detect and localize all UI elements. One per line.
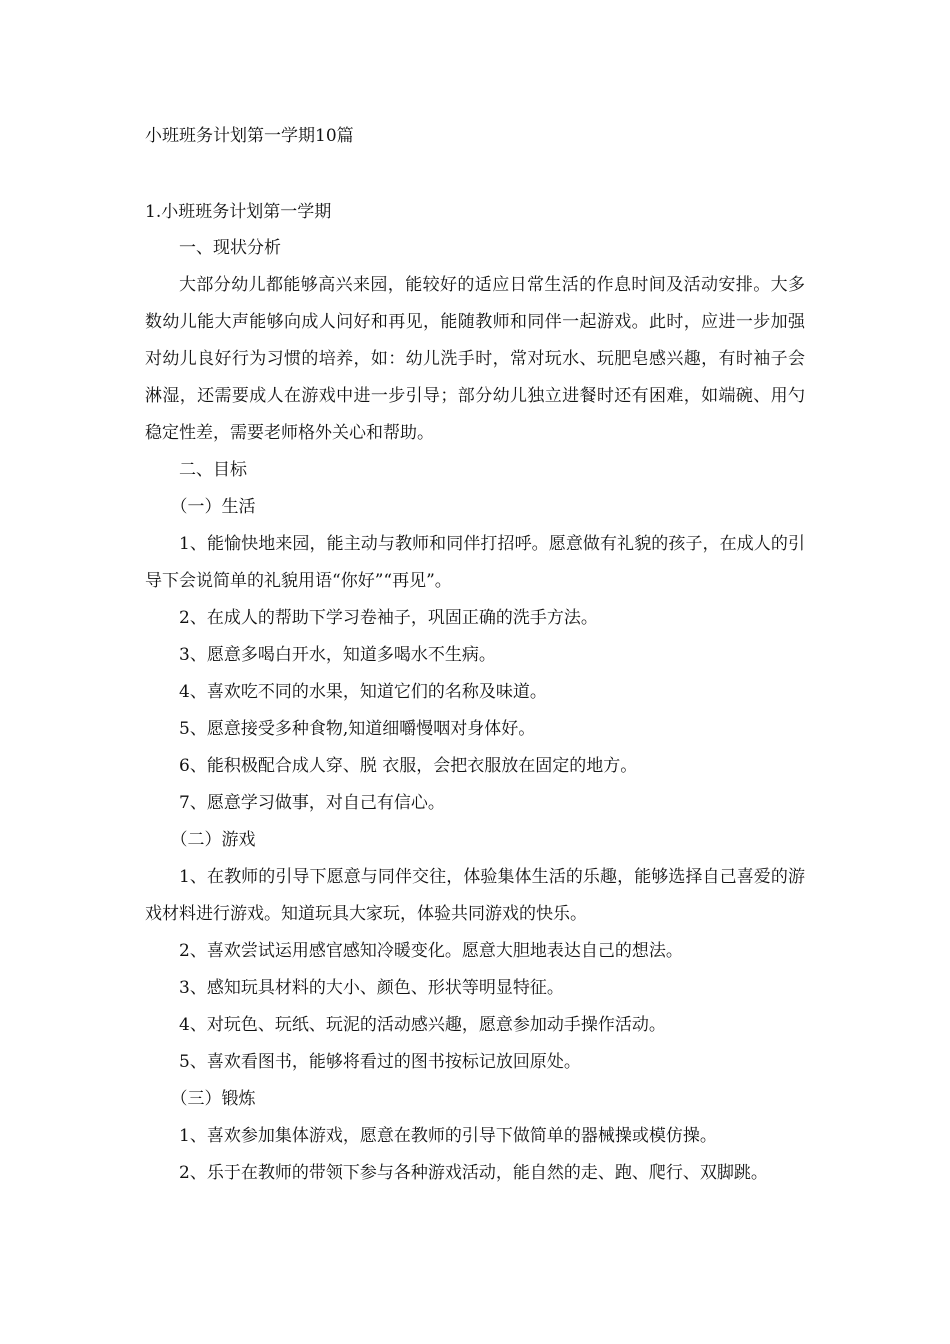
- subheading-life: （一）生活: [170, 497, 256, 517]
- subheading-exercise: （三）锻炼: [170, 1089, 256, 1109]
- list-item: 1、喜欢参加集体游戏，愿意在教师的引导下做简单的器械操或模仿操。: [179, 1126, 717, 1146]
- list-item: 6、能积极配合成人穿、脱 衣服，会把衣服放在固定的地方。: [179, 756, 638, 776]
- heading-goals: 二、目标: [179, 460, 247, 480]
- list-item: 5、喜欢看图书，能够将看过的图书按标记放回原处。: [179, 1052, 581, 1072]
- heading-status-analysis: 一、现状分析: [179, 238, 281, 258]
- document-title: 小班班务计划第一学期10篇: [145, 126, 354, 146]
- list-item: 4、喜欢吃不同的水果，知道它们的名称及味道。: [179, 682, 547, 702]
- list-item: 1、在教师的引导下愿意与同伴交往，体验集体生活的乐趣，能够选择自己喜爱的游戏材料进行游戏。知道玩具大家玩，体验共同游戏的快乐。: [145, 867, 805, 924]
- list-item: 2、喜欢尝试运用感官感知冷暖变化。愿意大胆地表达自己的想法。: [179, 941, 683, 961]
- section-title: 1.小班班务计划第一学期: [145, 202, 332, 222]
- subheading-games: （二）游戏: [170, 830, 256, 850]
- list-item: 5、愿意接受多种食物,知道细嚼慢咽对身体好。: [179, 719, 536, 739]
- list-item: 7、愿意学习做事，对自己有信心。: [179, 793, 445, 813]
- list-item: 1、能愉快地来园，能主动与教师和同伴打招呼。愿意做有礼貌的孩子，在成人的引导下会说简单的礼貌用语“你好”“再见”。: [145, 534, 805, 591]
- list-item: 3、感知玩具材料的大小、颜色、形状等明显特征。: [179, 978, 564, 998]
- list-item: 2、乐于在教师的带领下参与各种游戏活动，能自然的走、跑、爬行、双脚跳。: [179, 1163, 768, 1183]
- list-item: 4、对玩色、玩纸、玩泥的活动感兴趣，愿意参加动手操作活动。: [179, 1015, 666, 1035]
- list-item: 3、愿意多喝白开水，知道多喝水不生病。: [179, 645, 496, 665]
- list-item: 2、在成人的帮助下学习卷袖子，巩固正确的洗手方法。: [179, 608, 598, 628]
- paragraph-status-analysis: 大部分幼儿都能够高兴来园，能较好的适应日常生活的作息时间及活动安排。大多数幼儿能大声能够向成人问好和再见，能随教师和同伴一起游戏。此时，应进一步加强对幼儿良好行为习惯的培养，如：幼儿洗手时，常对玩水、玩肥皂感兴趣，有时袖子会淋湿，还需要成人在游戏中进一步引导；部分幼儿独立进餐时还有困难，如端碗、用勺稳定性差，需要老师格外关心和帮助。: [145, 275, 805, 443]
- document-body: [145, 230, 805, 1192]
